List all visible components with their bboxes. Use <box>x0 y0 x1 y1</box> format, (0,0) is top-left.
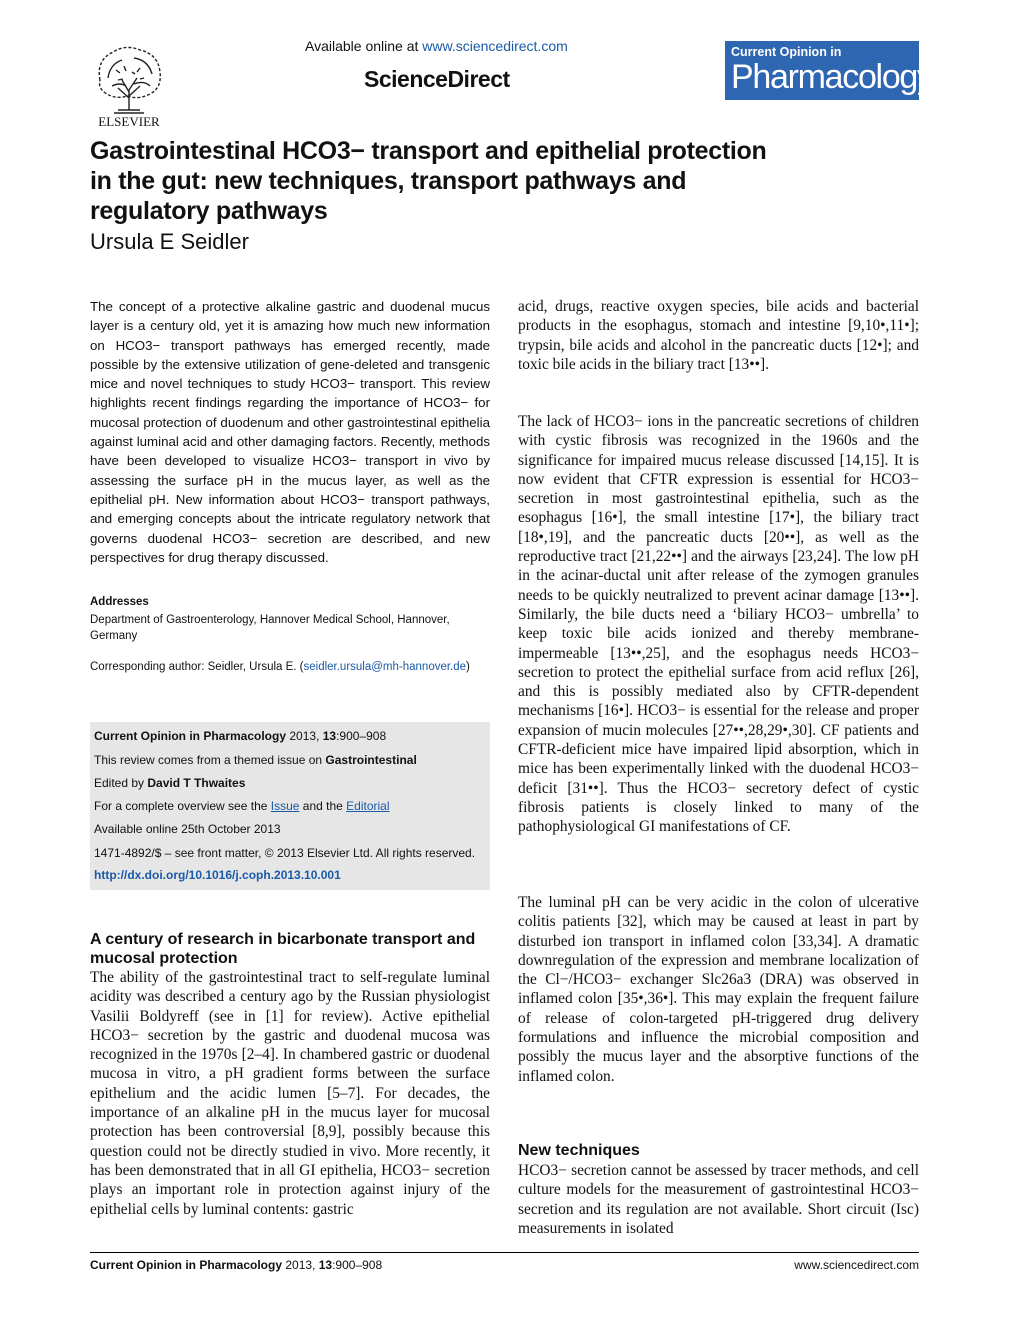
author-email-link[interactable]: seidler.ursula@mh-hannover.de <box>303 661 467 673</box>
sciencedirect-url-link[interactable]: www.sciencedirect.com <box>422 38 568 54</box>
article-title <box>90 136 850 226</box>
section-heading-century: A century of research in bicarbonate transport and mucosal protection <box>90 931 476 967</box>
corresponding-author: Corresponding author: Seidler, Ursula E. (seidler.ursula@mh-hannover.de) <box>90 661 470 673</box>
issue-link[interactable]: Issue <box>270 799 300 813</box>
elsevier-logo <box>88 40 170 128</box>
info-overview: For a complete overview see the Issue and the Editorial <box>94 799 390 813</box>
elsevier-tree-icon <box>88 40 170 128</box>
body-paragraph: The lack of HCO3− ions in the pancreatic secretions of children with cystic fibrosis was recognized in the 1960s and the significance for impaired mucus release discussed [14,15]. It is now evident that CFTR expression is essential for HCO3− secretion in most gastrointestinal epithelia, such as the esophagus [16•], the small intestine [17•], the biliary tract [18•,19], and the pancreatic ducts [20••], as well as the reproductive tract [21,22••] and the airways [23,24]. The low pH in the acinar-ductal unit after release of the zymogen granules needs to be quickly neutralized to prevent acinar damage [13••]. Similarly, the bile ducts need a ‘biliary HCO3− umbrella’ to keep toxic bile acids ionized and thereby membrane-impermeable [13••,25], and the esophagus needs HCO3− secretion to protect the epithelial surface from acid reflux [26], and this is possibly mediated also by CFTR-dependent mechanisms [16•]. HCO3− is essential for the release and proper expansion of mucin molecules [27••,28,29•,30]. CF patients and CFTR-deficient mice have impaired lipid absorption, which in mice has been experimentally linked with the duodenal HCO3− deficit [31••]. Thus the HCO3− secretory defect of cystic fibrosis patients is closely linked to many of the pathophysiological GI manifestations of CF. <box>518 413 919 836</box>
abstract: The concept of a protective alkaline gastric and duodenal mucus layer is a century old, yet it is amazing how much new information on HCO3− transport pathways has emerged recently, made possible by the extensive utilization of gene-deleted and transgenic mice and novel techniques to study HCO3− transport. This review highlights recent findings regarding the importance of HCO3− for mucosal protection of duodenum and other gastrointestinal epithelia against luminal acid and other damaging factors. Recently, methods have been developed to visualize HCO3− transport in vivo by assessing the surface pH in the mucus layer, as well as the epithelial pH. New information about HCO3− transport pathways, and emerging concepts about the intricate regulatory network that governs duodenal HCO3− secretion are described, and new perspectives for drug therapy discussed. <box>90 299 490 565</box>
available-online-line: Available online at www.sciencedirect.com <box>305 38 568 54</box>
info-citation: Current Opinion in Pharmacology 2013, 13:900–908 <box>94 729 387 743</box>
info-theme: This review comes from a themed issue on Gastrointestinal <box>94 753 417 767</box>
body-paragraph: acid, drugs, reactive oxygen species, bile acids and bacterial products in the esophagus, stomach and intestine [9,10•,11•]; trypsin, bile acids and alcohol in the pancreatic ducts [12•]; and toxic bile acids in the biliary tract [13••]. <box>518 298 919 373</box>
addresses-heading: Addresses <box>90 596 149 608</box>
article-title-line: regulatory pathways <box>90 197 328 225</box>
section-heading-new-techniques: New techniques <box>518 1142 640 1159</box>
article-title-line: in the gut: new techniques, transport pathways and <box>90 167 687 195</box>
journal-logo-main: Pharmacology <box>731 58 933 96</box>
article-author: Ursula E Seidler <box>90 229 249 254</box>
body-paragraph: HCO3− secretion cannot be assessed by tracer methods, and cell culture models for the measurement of gastrointestinal HCO3− secretion and its regulation are not available. Short circuit (Isc) measurements in isolated <box>518 1162 919 1237</box>
body-paragraph: The ability of the gastrointestinal tract to self-regulate luminal acidity was described a century ago by the Russian physiologist Vasilii Boldyreff (see in [1] for review). Active epithelial HCO3− secretion by the gastric and duodenal mucosa was recognized in the 1970s [2–4]. In chambered gastric or duodenal mucosa in vitro, a pH gradient forms between the surface epithelium and the acidic lumen [5–7]. For decades, the importance of an alkaline pH in the mucus layer for mucosal protection has been controversial [8,9], possibly because this question could not be directly studied in vivo. More recently, it has been demonstrated that in all GI epithelia, HCO3− secretion plays an important role in protection against injury of the epithelial cells by luminal contents: gastric <box>90 969 490 1218</box>
footer-rule <box>90 1252 919 1253</box>
doi-link[interactable]: http://dx.doi.org/10.1016/j.coph.2013.10.001 <box>94 868 341 882</box>
footer-url[interactable]: www.sciencedirect.com <box>794 1258 919 1272</box>
journal-logo-box <box>725 41 933 100</box>
sciencedirect-wordmark: ScienceDirect <box>364 66 510 92</box>
svg-text:ELSEVIER: ELSEVIER <box>98 114 160 128</box>
footer-citation: Current Opinion in Pharmacology 2013, 13:900–908 <box>90 1258 383 1272</box>
addresses-text: Department of Gastroenterology, Hannover Medical School, Hannover, Germany <box>90 614 450 642</box>
article-title-line: Gastrointestinal HCO3− transport and epithelial protection <box>90 137 767 165</box>
editorial-link[interactable]: Editorial <box>346 799 390 813</box>
info-available-online: Available online 25th October 2013 <box>94 822 281 836</box>
journal-logo-top: Current Opinion in <box>731 45 842 59</box>
info-copyright: 1471-4892/$ – see front matter, © 2013 Elsevier Ltd. All rights reserved. <box>94 846 476 860</box>
info-editor: Edited by David T Thwaites <box>94 776 246 790</box>
body-paragraph: The luminal pH can be very acidic in the colon of ulcerative colitis patients [32], which may be caused at least in part by disturbed ion transport in inflamed colon [33,34]. A dramatic downregulation of the expression and membrane localization of the Cl−/HCO3− exchanger Slc26a3 (DRA) was observed in inflamed colon [35•,36•]. This may explain the frequent failure of release of colon-targeted pH-triggered drug delivery formulations and influence the microbial composition and possibly the mucus layer and the absorptive functions of the inflamed colon. <box>518 894 919 1085</box>
article-info-box <box>90 722 490 890</box>
